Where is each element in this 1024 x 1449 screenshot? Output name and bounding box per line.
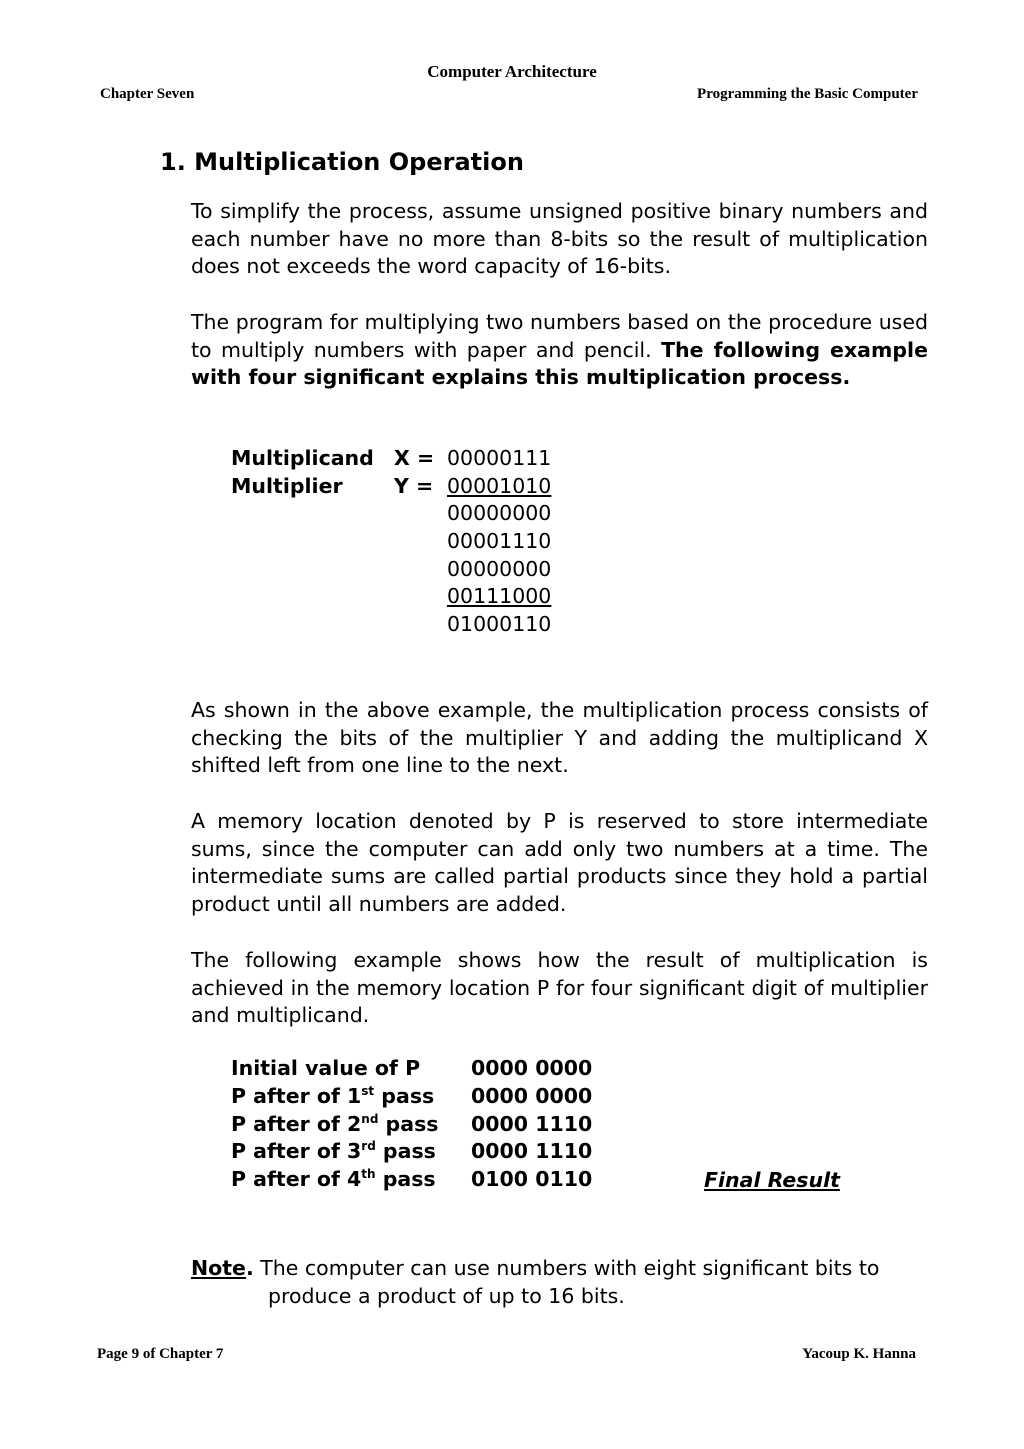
pass-label-initial: Initial value of P <box>231 1056 421 1080</box>
section-label: Programming the Basic Computer <box>697 86 918 102</box>
pass-value-2: 0000 1110 <box>471 1112 593 1136</box>
partial-product-4: 00111000 <box>447 584 552 608</box>
note-line-1: Note. The computer can use numbers with eight significant bits to <box>191 1256 880 1280</box>
pass-value-initial: 0000 0000 <box>471 1056 593 1080</box>
paragraph-4: A memory location denoted by P is reserved to store intermediate sums, since the computer can add only two numbers at a time. The intermediate sums are called partial products since they hold a partial product until all numbers are added. <box>191 809 928 917</box>
chapter-label: Chapter Seven <box>100 86 195 102</box>
paragraph-2-bold-text: The following example with four significant explains this multiplication process. <box>191 337 928 390</box>
pass-value-1: 0000 0000 <box>471 1084 593 1108</box>
final-result-label: Final Result <box>704 1168 840 1192</box>
multiplier-value: 00001010 <box>447 474 552 498</box>
note-label: Note <box>191 1256 246 1280</box>
pass-label-3: P after of 3rd pass <box>231 1139 436 1163</box>
multiplicand-value: 00000111 <box>447 446 552 470</box>
author-name: Yacoup K. Hanna <box>802 1346 916 1362</box>
partial-product-1: 00000000 <box>447 501 552 525</box>
pass-value-4: 0100 0110 <box>471 1167 593 1191</box>
pass-label-2: P after of 2nd pass <box>231 1112 439 1136</box>
paragraph-1: To simplify the process, assume unsigned positive binary numbers and each number have no more than 8-bits so the result of multiplication does not exceeds the word capacity of 16-bits. <box>191 199 928 279</box>
pass-value-3: 0000 1110 <box>471 1139 593 1163</box>
multiplicand-symbol: X = <box>394 446 435 470</box>
product-result: 01000110 <box>447 612 552 636</box>
paragraph-2-text: The program for multiplying two numbers based on the procedure used to multiply numbers with paper and pencil. <box>191 310 928 362</box>
section-heading: 1. Multiplication Operation <box>160 148 524 176</box>
page-number: Page 9 of Chapter 7 <box>97 1346 224 1362</box>
multiplier-symbol: Y = <box>394 474 434 498</box>
pass-label-1: P after of 1st pass <box>231 1084 435 1108</box>
document-title: Computer Architecture <box>427 62 597 81</box>
multiplicand-label: Multiplicand <box>231 446 374 470</box>
paragraph-5: The following example shows how the result of multiplication is achieved in the memory location P for four significant digit of multiplier and multiplicand. <box>191 948 928 1028</box>
partial-product-3: 00000000 <box>447 557 552 581</box>
partial-product-2: 00001110 <box>447 529 552 553</box>
multiplier-label: Multiplier <box>231 474 343 498</box>
note-line-2: produce a product of up to 16 bits. <box>268 1284 625 1308</box>
paragraph-2 <box>191 309 928 392</box>
paragraph-3: As shown in the above example, the multiplication process consists of checking the bits of the multiplier Y and adding the multiplicand X shifted left from one line to the next. <box>191 698 928 778</box>
pass-label-4: P after of 4th pass <box>231 1167 436 1191</box>
